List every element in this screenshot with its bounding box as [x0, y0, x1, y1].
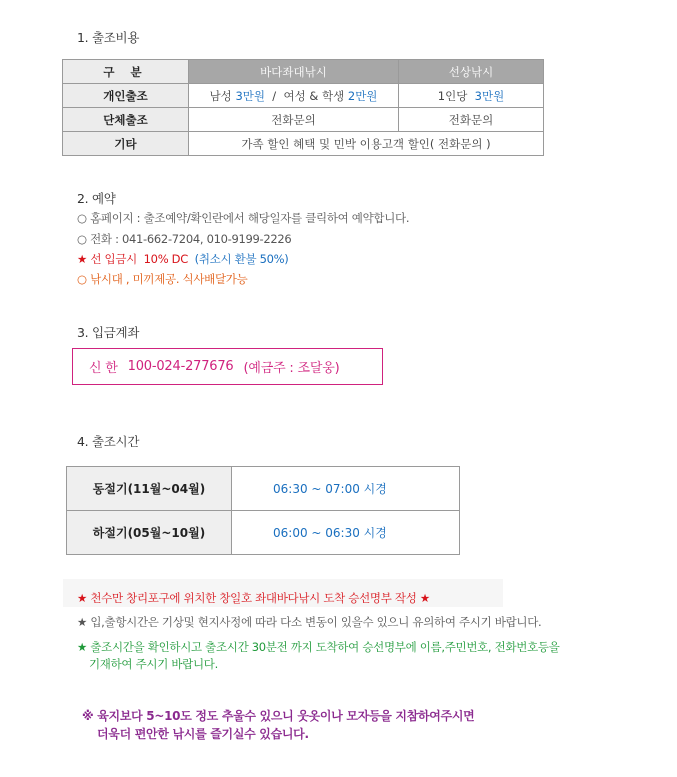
final-note-line1: ※ 육지보다 5~10도 정도 추울수 있으니 웃옷이나 모자등을 지참하여주시면	[82, 709, 475, 723]
final-note-line2: 더욱더 편안한 낚시를 즐기실수 있습니다.	[97, 727, 309, 741]
row-label-etc: 기타	[63, 132, 189, 156]
reservation-homepage: ○ 홈페이지 : 출조예약/확인란에서 해당일자를 클릭하여 예약합니다.	[77, 211, 410, 225]
time-summer: 06:00 ~ 06:30 시경	[232, 511, 460, 555]
individual-platform-price: 남성 3만원 / 여성 & 학생 2만원	[189, 84, 399, 108]
table-row	[67, 511, 460, 555]
table-row	[67, 467, 460, 511]
season-winter: 동절기(11월~04월)	[67, 467, 232, 511]
reservation-discount: ★ 선 입금시 10% DC (취소시 환불 50%)	[77, 252, 289, 266]
individual-boat-price: 1인당 3만원	[399, 84, 544, 108]
section-title-account: 3. 입금계좌	[77, 325, 140, 340]
account-holder: (예금주 : 조달웅)	[243, 361, 340, 376]
account-box	[72, 348, 383, 385]
time-winter: 06:30 ~ 07:00 시경	[232, 467, 460, 511]
reservation-extra: ○ 낚시대 , 미끼제공. 식사배달가능	[77, 272, 248, 286]
note-boarding: ★ 천수만 창리포구에 위치한 창일호 좌대바다낚시 도착 승선명부 작성 ★	[77, 591, 430, 605]
table-row	[63, 132, 544, 156]
row-label-individual: 개인출조	[63, 84, 189, 108]
section-title-reservation: 2. 예약	[77, 191, 116, 206]
bank-name: 신 한	[89, 361, 118, 376]
group-boat-price: 전화문의	[399, 108, 544, 132]
section-title-cost: 1. 출조비용	[77, 30, 140, 45]
cost-table-header	[63, 60, 544, 84]
season-summer: 하절기(05월~10월)	[67, 511, 232, 555]
header-boat-fishing: 선상낚시	[399, 60, 544, 84]
header-category: 구 분	[63, 60, 189, 84]
reservation-phone: ○ 전화 : 041-662-7204, 010-9199-2226	[77, 232, 292, 246]
table-row	[63, 108, 544, 132]
time-table	[66, 466, 460, 555]
note-arrival-line1: ★ 출조시간을 확인하시고 출조시간 30분전 까지 도착하여 승선명부에 이름,주민번호, 전화번호등을	[77, 640, 560, 654]
group-platform-price: 전화문의	[189, 108, 399, 132]
account-number: 100-024-277676	[127, 359, 234, 374]
row-label-group: 단체출조	[63, 108, 189, 132]
section-title-time: 4. 출조시간	[77, 434, 140, 449]
cost-table	[62, 59, 544, 156]
etc-discount-info: 가족 할인 혜택 및 민박 이용고객 할인( 전화문의 )	[189, 132, 544, 156]
table-row	[63, 84, 544, 108]
note-schedule-change: ★ 입,출항시간은 기상및 현지사정에 따라 다소 변동이 있을수 있으니 유의하여 주시기 바랍니다.	[77, 615, 542, 629]
header-platform-fishing: 바다좌대낚시	[189, 60, 399, 84]
note-arrival-line2: 기재하여 주시기 바랍니다.	[89, 657, 218, 671]
